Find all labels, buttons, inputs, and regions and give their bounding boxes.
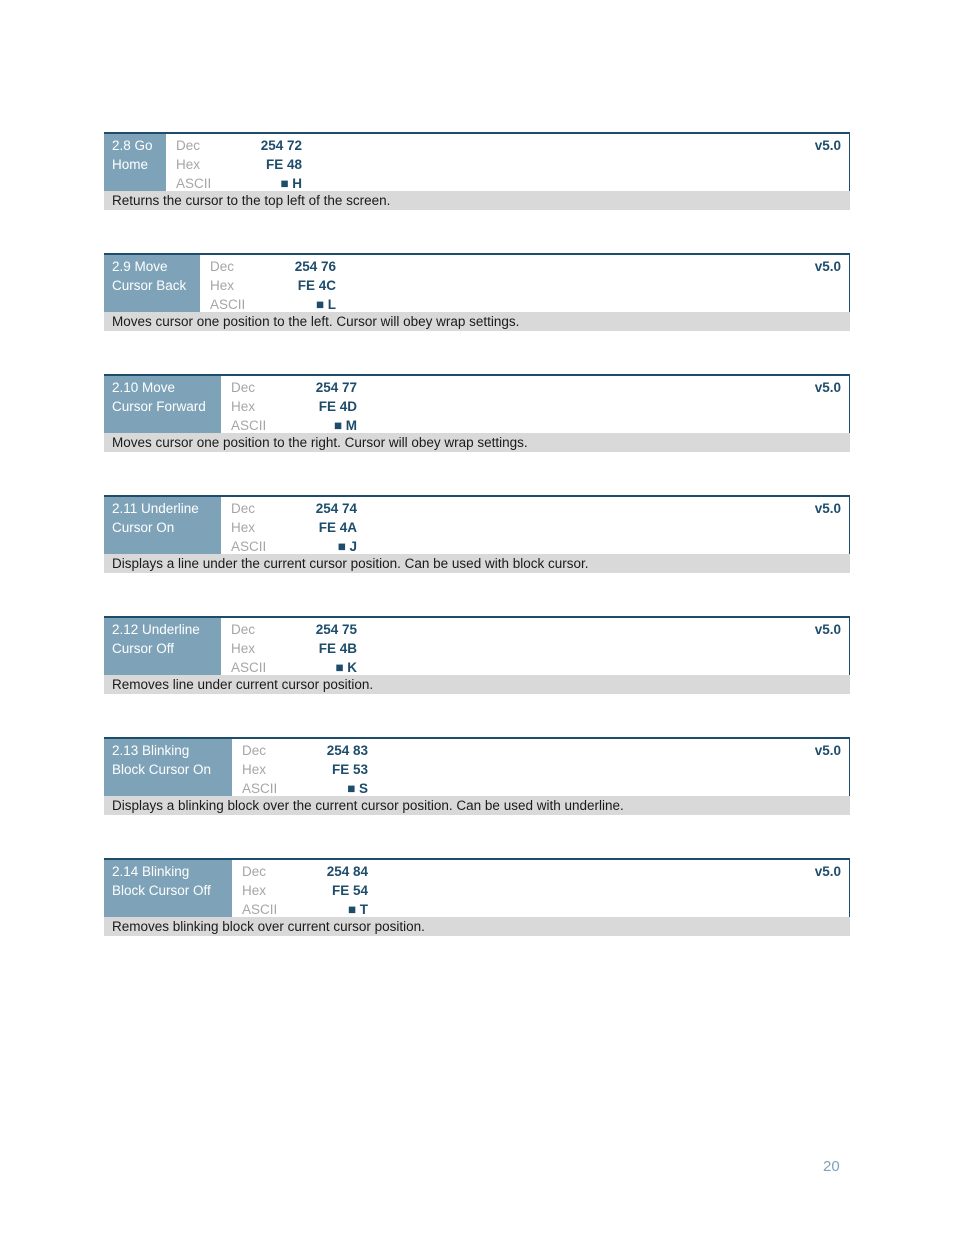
ascii-value: ■ L: [315, 297, 336, 312]
command-title-line2: Cursor Back: [112, 278, 187, 293]
command-block-2-10: [104, 374, 850, 452]
hex-value: FE 4B: [318, 641, 357, 656]
command-description: Removes line under current cursor position.: [104, 675, 850, 694]
command-title-line2: Cursor Off: [112, 641, 175, 656]
ascii-label: ASCII: [242, 902, 278, 917]
command-title-line1: 2.10 Move: [112, 380, 176, 395]
hex-label: Hex: [242, 762, 267, 777]
version-label: v5.0: [814, 622, 841, 637]
command-codes: [221, 618, 849, 675]
command-block-2-14: [104, 858, 850, 936]
ascii-label: ASCII: [231, 539, 267, 554]
command-description: Removes blinking block over current cursor position.: [104, 917, 850, 936]
dec-label: Dec: [242, 864, 267, 879]
hex-value: FE 4A: [318, 520, 357, 535]
ascii-label: ASCII: [242, 781, 278, 796]
version-label: v5.0: [814, 138, 841, 153]
version-label: v5.0: [814, 259, 841, 274]
command-title: [104, 134, 166, 191]
dec-label: Dec: [210, 259, 235, 274]
dec-value: 254 76: [294, 259, 336, 274]
command-title-line1: 2.13 Blinking: [112, 743, 190, 758]
ascii-label: ASCII: [231, 418, 267, 433]
hex-value: FE 54: [331, 883, 368, 898]
hex-label: Hex: [176, 157, 201, 172]
command-title-line2: Block Cursor On: [112, 762, 212, 777]
hex-value: FE 48: [265, 157, 302, 172]
hex-value: FE 4C: [297, 278, 336, 293]
hex-label: Hex: [231, 399, 256, 414]
command-block-2-13: [104, 737, 850, 815]
command-codes: [221, 376, 849, 433]
command-codes: [200, 255, 849, 312]
page-number: 20: [823, 1158, 840, 1175]
command-title-line1: 2.9 Move: [112, 259, 168, 274]
command-title-line1: 2.11 Underline: [112, 501, 199, 516]
command-description: Displays a blinking block over the current cursor position. Can be used with underline.: [104, 796, 850, 815]
command-description: Displays a line under the current cursor position. Can be used with block cursor.: [104, 554, 850, 573]
ascii-value: ■ H: [280, 176, 302, 191]
dec-label: Dec: [242, 743, 267, 758]
ascii-value: ■ M: [333, 418, 357, 433]
command-title: [104, 497, 221, 554]
command-block-2-12: [104, 616, 850, 694]
command-title-line2: Home: [112, 157, 149, 172]
command-codes: [232, 739, 849, 796]
dec-value: 254 72: [260, 138, 302, 153]
hex-label: Hex: [210, 278, 235, 293]
dec-value: 254 74: [315, 501, 357, 516]
hex-label: Hex: [231, 520, 256, 535]
command-description: Moves cursor one position to the right. Cursor will obey wrap settings.: [104, 433, 850, 452]
command-title-line2: Cursor On: [112, 520, 175, 535]
hex-value: FE 53: [331, 762, 368, 777]
command-codes: [221, 497, 849, 554]
dec-label: Dec: [231, 380, 256, 395]
command-title-line1: 2.8 Go: [112, 138, 153, 153]
dec-value: 254 83: [326, 743, 368, 758]
command-description: Moves cursor one position to the left. Cursor will obey wrap settings.: [104, 312, 850, 331]
command-codes: [166, 134, 849, 191]
command-title-line2: Cursor Forward: [112, 399, 206, 414]
version-label: v5.0: [814, 501, 841, 516]
hex-label: Hex: [242, 883, 267, 898]
command-title-line2: Block Cursor Off: [112, 883, 211, 898]
dec-label: Dec: [231, 501, 256, 516]
dec-label: Dec: [231, 622, 256, 637]
version-label: v5.0: [814, 380, 841, 395]
ascii-value: ■ J: [337, 539, 357, 554]
dec-value: 254 77: [315, 380, 357, 395]
hex-value: FE 4D: [318, 399, 357, 414]
ascii-label: ASCII: [176, 176, 212, 191]
hex-label: Hex: [231, 641, 256, 656]
command-title: [104, 618, 221, 675]
command-codes: [232, 860, 849, 917]
ascii-label: ASCII: [210, 297, 246, 312]
version-label: v5.0: [814, 864, 841, 879]
command-block-2-9: [104, 253, 850, 331]
dec-value: 254 75: [315, 622, 357, 637]
version-label: v5.0: [814, 743, 841, 758]
ascii-value: ■ K: [335, 660, 357, 675]
ascii-label: ASCII: [231, 660, 267, 675]
command-block-2-11: [104, 495, 850, 573]
command-description: Returns the cursor to the top left of the screen.: [104, 191, 850, 210]
command-title: [104, 255, 200, 312]
command-title-line1: 2.12 Underline: [112, 622, 200, 637]
command-block-2-8: [104, 132, 850, 210]
dec-value: 254 84: [326, 864, 368, 879]
command-title-line1: 2.14 Blinking: [112, 864, 190, 879]
command-title: [104, 739, 232, 796]
command-title: [104, 376, 221, 433]
ascii-value: ■ S: [347, 781, 368, 796]
ascii-value: ■ T: [347, 902, 368, 917]
dec-label: Dec: [176, 138, 201, 153]
command-title: [104, 860, 232, 917]
